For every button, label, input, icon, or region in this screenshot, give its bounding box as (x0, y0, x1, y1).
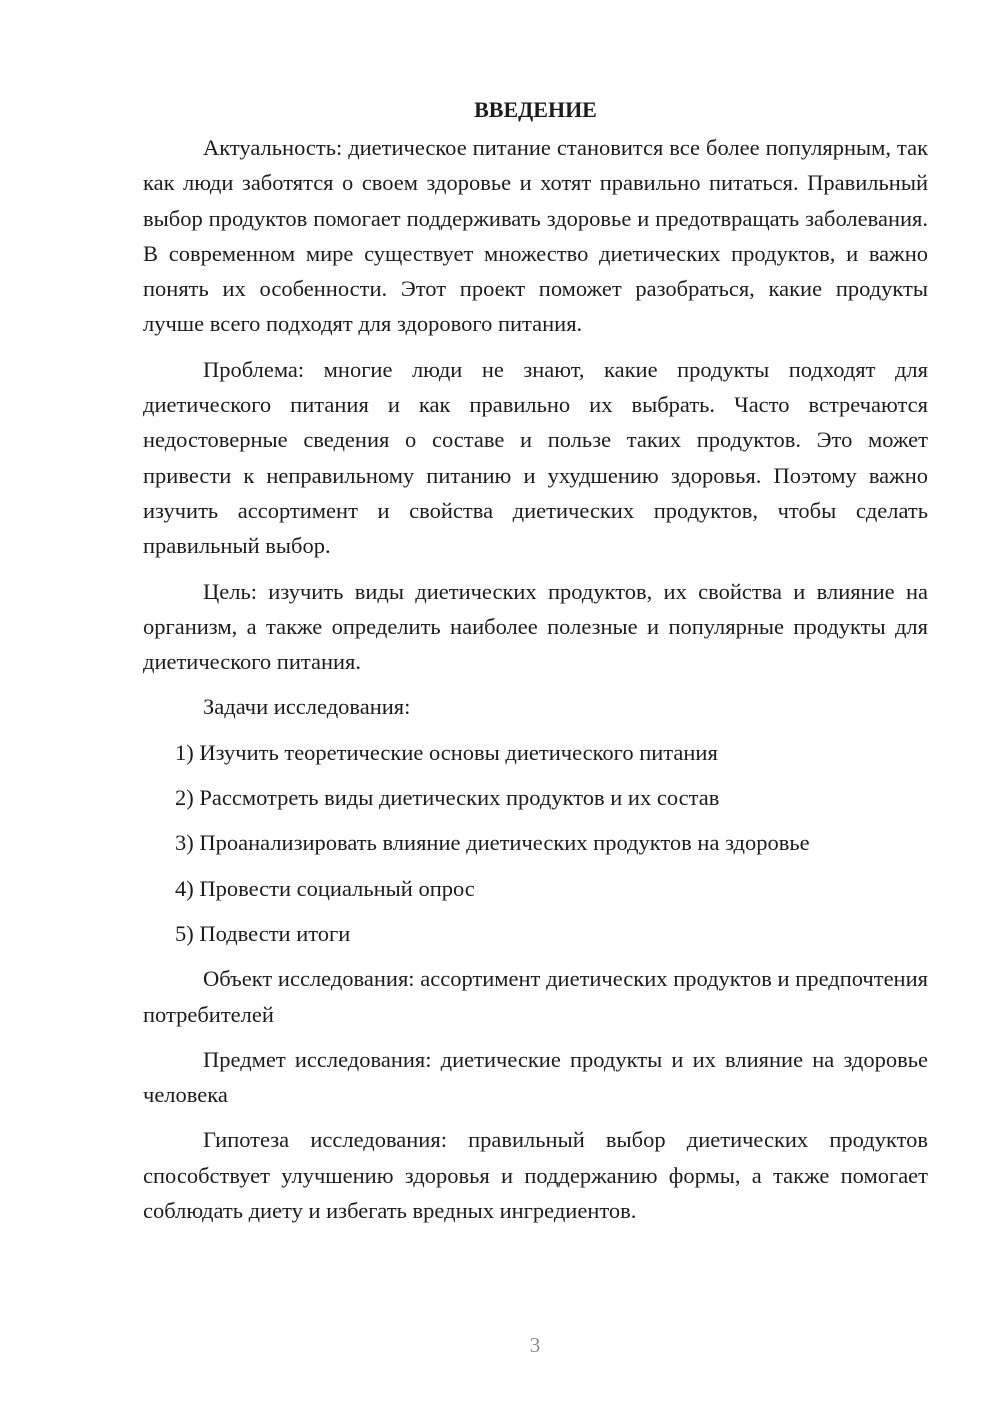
paragraph-relevance: Актуальность: диетическое питание становится все более популярным, так как люди заботятся о своем здоровье и хотят правильно питаться. Правильный выбор продуктов помогает поддерживать здоровье и предотвращать заболевания. В современном мире существует множество диетических продуктов, и важно понять их особенности. Этот проект поможет разобраться, какие продукты лучше всего подходят для здорового питания. (143, 135, 928, 337)
page-number: 3 (529, 1333, 541, 1357)
task-item-5: 5) Подвести итоги (175, 920, 351, 946)
section-title: ВВЕДЕНИЕ (474, 97, 597, 122)
tasks-heading: Задачи исследования: (203, 694, 411, 720)
task-item-2: 2) Рассмотреть виды диетических продуктов и их состав (175, 785, 720, 811)
paragraph-hypothesis: Гипотеза исследования: правильный выбор диетических продуктов способствует улучшению здоровья и поддержанию формы, а также помогает соблюдать диету и избегать вредных ингредиентов. (143, 1127, 928, 1224)
tasks-list (143, 735, 928, 951)
task-item-3: 3) Проанализировать влияние диетических продуктов на здоровье (175, 830, 810, 856)
paragraph-goal: Цель: изучить виды диетических продуктов, их свойства и влияние на организм, а также определить наиболее полезные и популярные продукты для диетического питания. (143, 578, 928, 675)
task-item-1: 1) Изучить теоретические основы диетического питания (175, 739, 718, 765)
paragraph-problem: Проблема: многие люди не знают, какие продукты подходят для диетического питания и как правильно их выбрать. Часто встречаются недостоверные сведения о составе и пользе таких продуктов. Это может привести к неправильному питанию и ухудшению здоровья. Поэтому важно изучить ассортимент и свойства диетических продуктов, чтобы сделать правильный выбор. (143, 356, 928, 559)
paragraph-object: Объект исследования: ассортимент диетических продуктов и предпочтения потребителей (143, 966, 928, 1027)
task-item-4: 4) Провести социальный опрос (175, 875, 475, 901)
document-page (143, 92, 928, 1238)
paragraph-subject: Предмет исследования: диетические продукты и их влияние на здоровье человека (143, 1046, 928, 1108)
